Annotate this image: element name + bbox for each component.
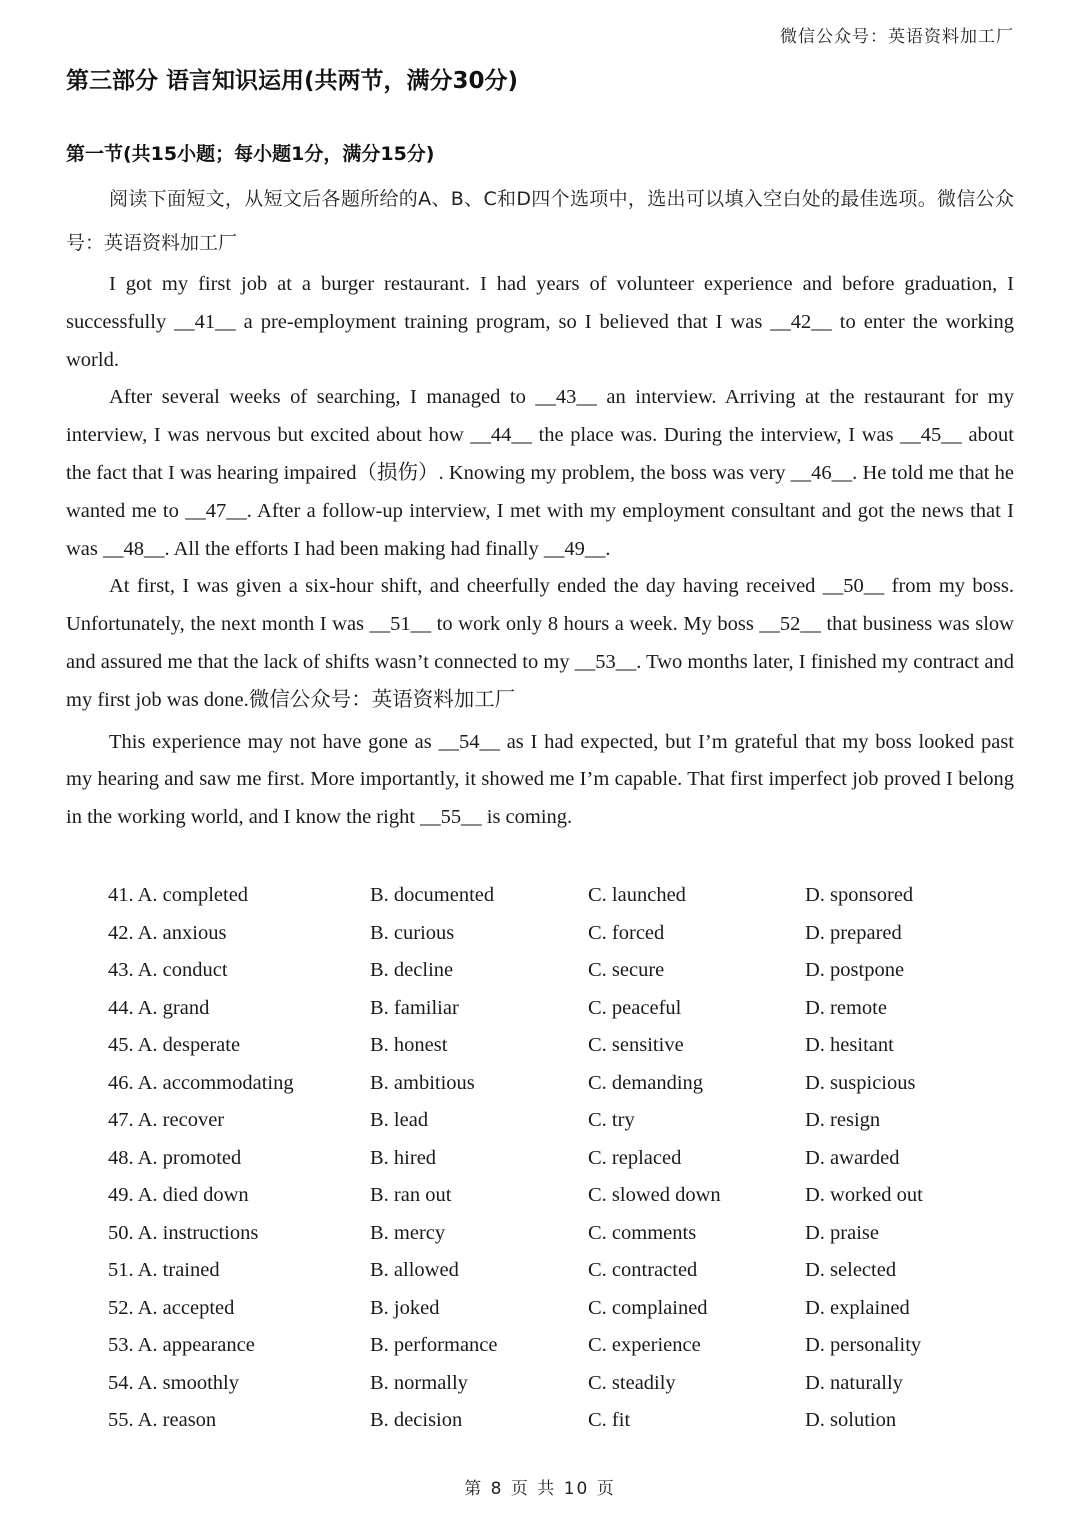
option-d: D. hesitant	[805, 1034, 894, 1056]
option-d: D. naturally	[805, 1371, 903, 1394]
option-c: C. sensitive	[588, 1034, 684, 1056]
option-b: B. curious	[370, 921, 455, 944]
option-b: B. decision	[370, 1409, 463, 1431]
option-c: C. replaced	[588, 1146, 682, 1169]
option-row-54	[108, 1366, 988, 1404]
option-b: B. joked	[370, 1296, 440, 1319]
option-c: C. comments	[588, 1221, 697, 1244]
option-b: B. lead	[370, 1109, 429, 1131]
option-d: D. prepared	[805, 921, 902, 944]
option-a: 42. A. anxious	[108, 921, 227, 944]
option-row-53	[108, 1328, 988, 1366]
option-row-43	[108, 953, 988, 991]
header-watermark-note: 微信公众号：英语资料加工厂	[780, 27, 1014, 47]
option-row-44	[108, 991, 988, 1029]
section-title: 第一节(共15小题；每小题1分，满分15分)	[66, 143, 435, 165]
option-b: B. documented	[370, 884, 495, 906]
option-a: 46. A. accommodating	[108, 1071, 294, 1094]
option-a: 47. A. recover	[108, 1109, 225, 1131]
passage-paragraph-1: I got my first job at a burger restaurant. I had years of volunteer experience and before graduation, I successfully __41__ a pre-employment training program, so I believed that I was __42__ to enter the working world.	[66, 273, 1014, 371]
option-a: 53. A. appearance	[108, 1334, 255, 1356]
option-d: D. postpone	[805, 959, 905, 981]
option-c: C. experience	[588, 1334, 701, 1356]
option-c: C. demanding	[588, 1071, 704, 1094]
option-c: C. secure	[588, 959, 665, 981]
option-b: B. performance	[370, 1334, 498, 1356]
option-b: B. honest	[370, 1034, 448, 1056]
option-c: C. forced	[588, 921, 665, 944]
option-c: C. fit	[588, 1409, 631, 1431]
option-b: B. hired	[370, 1146, 437, 1169]
option-row-55	[108, 1403, 988, 1441]
option-row-52	[108, 1291, 988, 1329]
option-b: B. ambitious	[370, 1071, 475, 1094]
passage-paragraph-2: After several weeks of searching, I managed to __43__ an interview. Arriving at the restaurant for my interview, I was nervous but excited about how __44__ the place was. During the interview, I was __45__ about the fact that I was hearing impaired（损伤）. Knowing my problem, the boss was very __46__. He told me that he wanted me to __47__. After a follow-up interview, I met with my employment consultant and got the news that I was __48__. All the efforts I had been making had finally __49__.	[66, 386, 1014, 560]
option-row-47	[108, 1103, 988, 1141]
option-c: C. slowed down	[588, 1184, 721, 1206]
option-row-50	[108, 1216, 988, 1254]
page-number: 第 8 页 共 10 页	[464, 1479, 616, 1499]
option-a: 48. A. promoted	[108, 1146, 242, 1169]
option-d: D. praise	[805, 1221, 880, 1244]
passage-paragraph-4: This experience may not have gone as __54__ as I had expected, but I’m grateful that my boss looked past my hearing and saw me first. More importantly, it showed me I’m capable. That first imperfect job proved I belong in the working world, and I know the right __55__ is coming.	[66, 730, 1014, 829]
option-c: C. try	[588, 1109, 635, 1131]
option-a: 50. A. instructions	[108, 1221, 259, 1244]
part-title: 第三部分 语言知识运用(共两节，满分30分)	[66, 68, 519, 94]
option-d: D. personality	[805, 1334, 922, 1356]
option-a: 41. A. completed	[108, 884, 249, 906]
option-d: D. sponsored	[805, 884, 914, 906]
option-b: B. normally	[370, 1371, 468, 1394]
options-list	[108, 878, 988, 1441]
option-c: C. contracted	[588, 1259, 698, 1281]
option-d: D. explained	[805, 1296, 910, 1319]
option-a: 54. A. smoothly	[108, 1371, 239, 1394]
option-d: D. suspicious	[805, 1071, 916, 1094]
option-d: D. solution	[805, 1409, 897, 1431]
passage-paragraph-3: At first, I was given a six-hour shift, and cheerfully ended the day having received __50__ from my boss. Unfortunately, the next month I was __51__ to work only 8 hours a week. My boss __52__ that business was slow and assured me that the lack of shifts wasn’t connected to my __53__. Two months later, I finished my contract and my first job was done.微信公众号：英语资料加工厂	[66, 575, 1014, 711]
option-a: 43. A. conduct	[108, 959, 228, 981]
option-a: 51. A. trained	[108, 1259, 220, 1281]
option-a: 52. A. accepted	[108, 1296, 235, 1319]
option-d: D. selected	[805, 1259, 897, 1281]
option-row-42	[108, 916, 988, 954]
option-b: B. decline	[370, 959, 454, 981]
instructions: 阅读下面短文，从短文后各题所给的A、B、C和D四个选项中，选出可以填入空白处的最佳选项。微信公众号：英语资料加工厂	[66, 188, 1014, 254]
option-row-45	[108, 1028, 988, 1066]
option-row-41	[108, 878, 988, 916]
option-row-51	[108, 1253, 988, 1291]
option-c: C. peaceful	[588, 996, 682, 1019]
option-row-46	[108, 1066, 988, 1104]
passage	[66, 266, 1014, 837]
option-d: D. remote	[805, 996, 887, 1019]
option-a: 49. A. died down	[108, 1184, 249, 1206]
option-row-49	[108, 1178, 988, 1216]
option-b: B. ran out	[370, 1184, 452, 1206]
option-b: B. familiar	[370, 996, 459, 1019]
option-d: D. awarded	[805, 1146, 900, 1169]
option-b: B. mercy	[370, 1221, 446, 1244]
option-c: C. steadily	[588, 1371, 676, 1394]
option-d: D. worked out	[805, 1184, 923, 1206]
option-row-48	[108, 1141, 988, 1179]
option-a: 45. A. desperate	[108, 1034, 241, 1056]
option-c: C. launched	[588, 884, 686, 906]
option-a: 44. A. grand	[108, 996, 210, 1019]
option-a: 55. A. reason	[108, 1409, 217, 1431]
option-d: D. resign	[805, 1109, 881, 1131]
option-c: C. complained	[588, 1296, 708, 1319]
option-b: B. allowed	[370, 1259, 459, 1281]
